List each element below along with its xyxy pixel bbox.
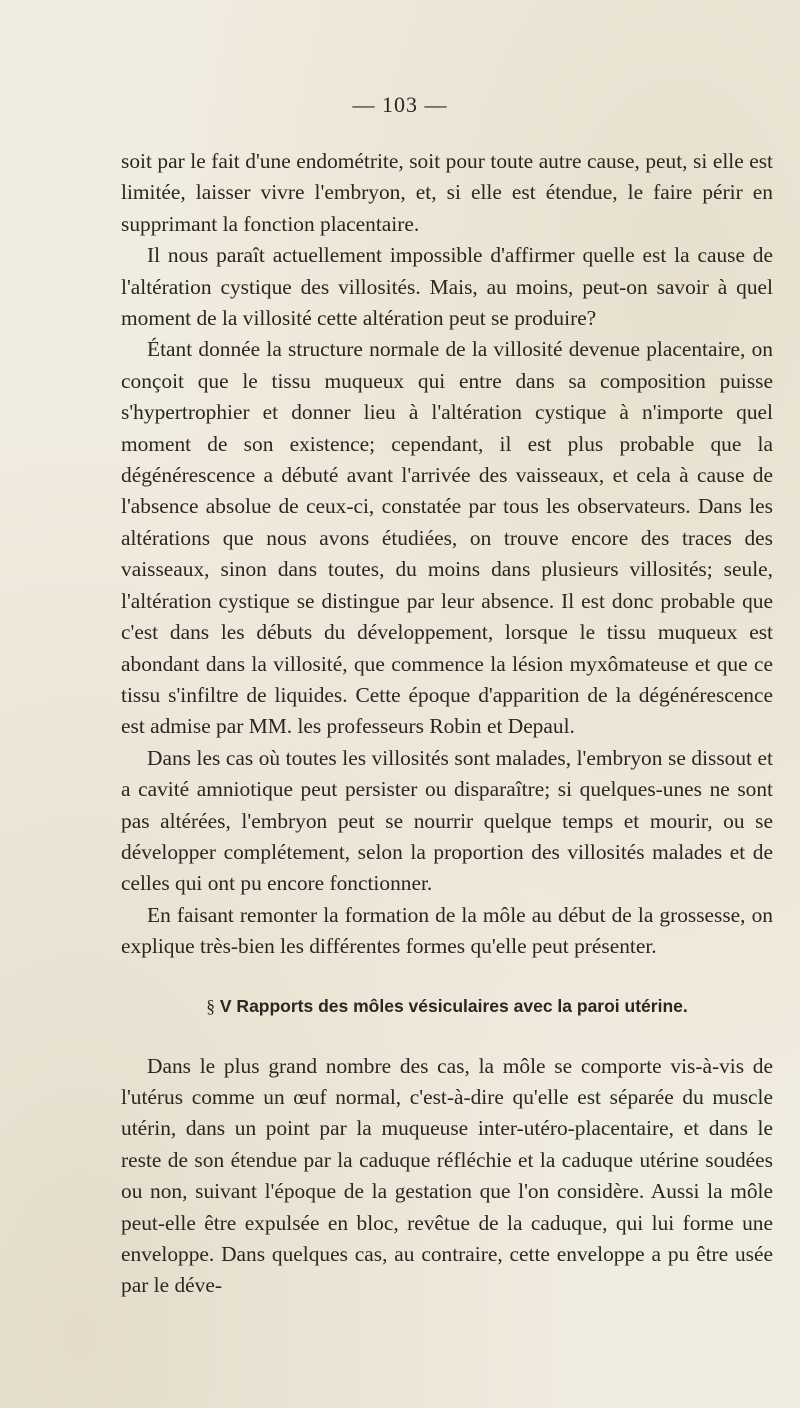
paragraph-cause-question: Il nous paraît actuellement impossible d'affirmer quelle est la cause de l'altération cystique des villosités. Mais, au moins, peut-on savoir à quel moment de la villosité cette altération peut se produire? xyxy=(121,243,773,331)
section-sign: § xyxy=(206,995,216,1016)
section-heading xyxy=(121,994,773,1018)
paragraph-continuation: soit par le fait d'une endométrite, soit pour toute autre cause, peut, si elle est limitée, laisser vivre l'embryon, et, si elle est étendue, le faire périr en supprimant la fonction placentaire. xyxy=(121,149,773,236)
paragraph-embryo: Dans les cas où toutes les villosités sont malades, l'embryon se dissout et a cavité amniotique peut persister ou disparaître; si quelques-unes ne sont pas altérées, l'embryon peut se nourrir quelque temps et mourir, ou se développer complétement, selon la proportion des villosités malades et de celles qui ont pu encore fonctionner. xyxy=(121,745,773,896)
body-text xyxy=(121,146,773,1302)
paragraph-formation: En faisant remonter la formation de la môle au début de la grossesse, on explique très-bien les différentes formes qu'elle peut présenter. xyxy=(121,902,773,959)
paragraph-relations: Dans le plus grand nombre des cas, la môle se comporte vis-à-vis de l'utérus comme un œuf normal, c'est-à-dire qu'elle est séparée du muscle utérin, dans un point par la muqueuse inter-utéro-placentaire, et dans le reste de son étendue par la caduque réfléchie et la caduque utérine soudées ou non, suivant l'époque de la gestation que l'on considère. Aussi la môle peut-elle être expulsée en bloc, revêtue de la caduque, qui lui forme une enveloppe. Dans quelques cas, au contraire, cette enveloppe a pu être usée par le déve- xyxy=(121,1053,773,1298)
paragraph-structure: Étant donnée la structure normale de la villosité devenue placentaire, on conçoit que le tissu muqueux qui entre dans sa composition puisse s'hypertrophier et donner lieu à l'altération cystique à n'importe quel moment de son existence; cependant, il est plus probable que la dégénérescence a débuté avant l'arrivée des vaisseaux, et cela à cause de l'absence absolue de ceux-ci, constatée par tous les observateurs. Dans les altérations que nous avons étudiées, on trouve encore des traces des vaisseaux, sinon dans toutes, du moins dans plusieurs villosités; seule, l'altération cystique se distingue par leur absence. Il est donc probable que c'est dans les débuts du développement, lorsque le tissu muqueux est abondant dans la villosité, que commence la lésion myxômateuse et que ce tissu s'infiltre de liquides. Cette époque d'apparition de la dégénérescence est admise par MM. les professeurs Robin et Depaul. xyxy=(121,337,773,739)
section-title: V Rapports des môles vésiculaires avec la paroi utérine. xyxy=(219,995,688,1016)
page-number: — 103 — xyxy=(352,92,448,117)
